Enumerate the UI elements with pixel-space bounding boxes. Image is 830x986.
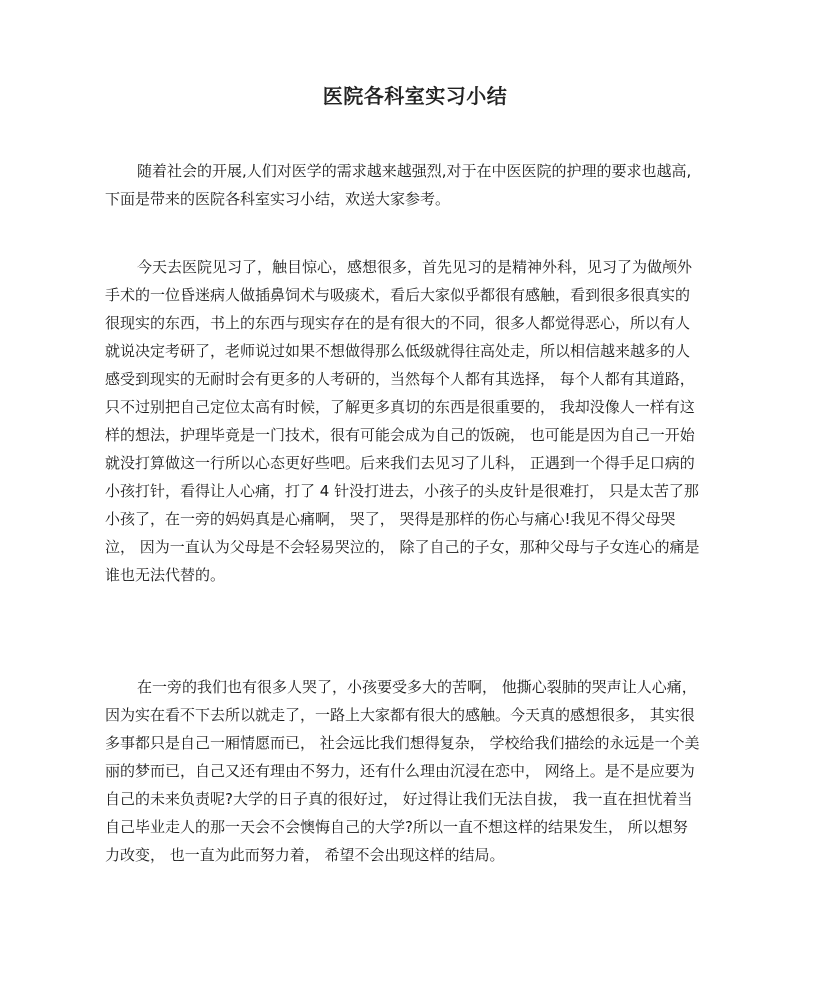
text-line: 感受到现实的无耐时会有更多的人考研的，当然每个人都有其选择， 每个人都有其道路，: [105, 370, 695, 388]
text-line: 就说决定考研了，老师说过如果不想做得那么低级就得往高处走，所以相信越来越多的人: [105, 342, 691, 360]
text-line: 很现实的东西，书上的东西与现实存在的是有很大的不同，很多人都觉得恶心，所以有人: [105, 314, 691, 332]
text-line: 只不过别把自己定位太高有时候，了解更多真切的东西是很重要的， 我却没像人一样有这: [105, 398, 695, 416]
text-line: 小孩了，在一旁的妈妈真是心痛啊， 哭了， 哭得是那样的伤心与痛心!我见不得父母哭: [105, 510, 676, 528]
paragraph-hospital-visit: [105, 253, 745, 589]
text-line: 下面是带来的医院各科室实习小结，欢送大家参考。: [105, 190, 451, 208]
text-line: 样的想法，护理毕竟是一门技术，很有可能会成为自己的饭碗， 也可能是因为自己一开始: [105, 426, 695, 444]
text-line: 自己的未来负责呢?大学的日子真的很好过， 好过得让我们无法自拔， 我一直在担忧着当: [105, 790, 693, 808]
page-title: 医院各科室实习小结: [322, 84, 508, 108]
text-line: 谁也无法代替的。: [105, 566, 226, 584]
text-line: 丽的梦而已，自己又还有理由不努力，还有什么理由沉浸在恋中， 网络上。是不是应要为: [105, 762, 695, 780]
text-line: 今天去医院见习了，触目惊心，感想很多，首先见习的是精神外科，见习了为做颅外: [137, 258, 693, 276]
paragraph-intro: [105, 157, 745, 213]
text-line: 在一旁的我们也有很多人哭了，小孩要受多大的苦啊， 他撕心裂肺的哭声让人心痛，: [137, 678, 697, 696]
text-line: 自己毕业走人的那一天会不会懊悔自己的大学?所以一直不想这样的结果发生， 所以想努: [105, 818, 688, 836]
text-line: 力改变， 也一直为此而努力着， 希望不会出现这样的结局。: [105, 846, 505, 864]
text-line: 随着社会的开展,人们对医学的需求越来越强烈,对于在中医医院的护理的要求也越高,: [137, 162, 692, 180]
text-line: 因为实在看不下去所以就走了，一路上大家都有很大的感触。今天真的感想很多， 其实很: [105, 706, 695, 724]
text-line: 就没打算做这一行所以心态更好些吧。后来我们去见习了儿科， 正遇到一个得手足口病的: [105, 454, 695, 472]
text-line: 小孩打针，看得让人心痛，打了 4 针没打进去，小孩子的头皮针是很难打， 只是太苦了那: [105, 482, 699, 500]
text-line: 多事都只是自己一厢情愿而已， 社会远比我们想得复杂， 学校给我们描绘的永远是一个美: [105, 734, 700, 752]
paragraph-reflection: [105, 673, 745, 869]
text-line: 泣， 因为一直认为父母是不会轻易哭泣的， 除了自己的子女，那种父母与子女连心的痛是: [105, 538, 700, 556]
text-line: 手术的一位昏迷病人做插鼻饲术与吸痰术，看后大家似乎都很有感触，看到很多很真实的: [105, 286, 691, 304]
